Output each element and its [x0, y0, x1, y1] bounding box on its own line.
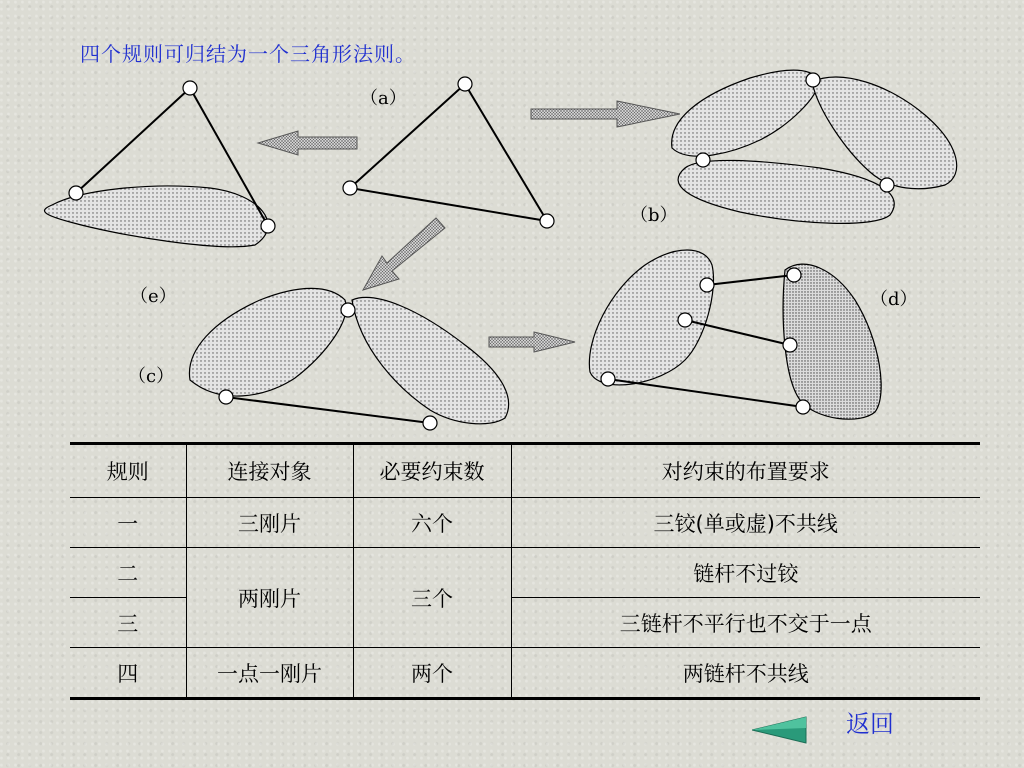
hinge-node	[783, 338, 797, 352]
rigid-body	[678, 160, 894, 223]
hinge-node	[540, 214, 554, 228]
arrow-to-c-icon	[363, 218, 445, 290]
table-header-row	[70, 444, 980, 498]
label-a: （a）	[360, 88, 407, 109]
arrow-to-e-icon	[258, 131, 357, 155]
figure-c	[128, 288, 509, 430]
table-row	[70, 648, 980, 699]
figure-e	[45, 81, 275, 307]
label-b: （b）	[630, 205, 678, 226]
table-row	[70, 498, 980, 548]
hinge-node	[183, 81, 197, 95]
cell-requirement: 三铰(单或虚)不共线	[511, 498, 980, 548]
cell-rule: 四	[70, 648, 186, 699]
back-link[interactable]: 返回	[846, 710, 894, 738]
header-object: 连接对象	[186, 444, 353, 498]
cell-requirement: 三链杆不平行也不交于一点	[511, 598, 980, 648]
cell-rule: 三	[70, 598, 186, 648]
cell-count: 六个	[353, 498, 511, 548]
hinge-node	[700, 278, 714, 292]
rigid-body	[352, 297, 509, 423]
hinge-node	[806, 73, 820, 87]
header-requirement: 对约束的布置要求	[511, 444, 980, 498]
arrow-to-d-icon	[489, 332, 575, 352]
table-row	[70, 548, 980, 598]
rigid-body	[589, 250, 713, 385]
hinge-node	[423, 416, 437, 430]
header-count: 必要约束数	[353, 444, 511, 498]
rules-table	[70, 442, 980, 700]
cell-rule: 二	[70, 548, 186, 598]
page-title: 四个规则可归结为一个三角形法则。	[80, 42, 416, 66]
cell-count: 三个	[353, 548, 511, 648]
label-d: （d）	[870, 289, 918, 310]
hinge-node	[458, 77, 472, 91]
hinge-node	[787, 268, 801, 282]
cell-requirement: 两链杆不共线	[511, 648, 980, 699]
hinge-node	[601, 372, 615, 386]
hinge-node	[261, 219, 275, 233]
arrow-to-b-icon	[531, 101, 680, 127]
rigid-body	[783, 264, 881, 419]
label-c: （c）	[128, 366, 175, 387]
hinge-node	[678, 313, 692, 327]
hinge-node	[341, 303, 355, 317]
cell-count: 两个	[353, 648, 511, 699]
rigid-body	[189, 288, 346, 396]
figure-b	[630, 70, 957, 226]
figure-d	[589, 250, 917, 419]
cell-object: 三刚片	[186, 498, 353, 548]
rigid-body	[672, 70, 818, 156]
hinge-node	[796, 400, 810, 414]
cell-rule: 一	[70, 498, 186, 548]
hinge-node	[880, 178, 894, 192]
cell-object: 一点一刚片	[186, 648, 353, 699]
header-rule: 规则	[70, 444, 186, 498]
hinge-node	[343, 181, 357, 195]
cell-object: 两刚片	[186, 548, 353, 648]
hinge-node	[219, 390, 233, 404]
hinge-node	[696, 153, 710, 167]
figure-a	[343, 77, 554, 228]
cell-requirement: 链杆不过铰	[511, 548, 980, 598]
back-arrow-icon[interactable]	[752, 716, 808, 744]
label-e: （e）	[130, 286, 177, 307]
hinge-node	[69, 186, 83, 200]
